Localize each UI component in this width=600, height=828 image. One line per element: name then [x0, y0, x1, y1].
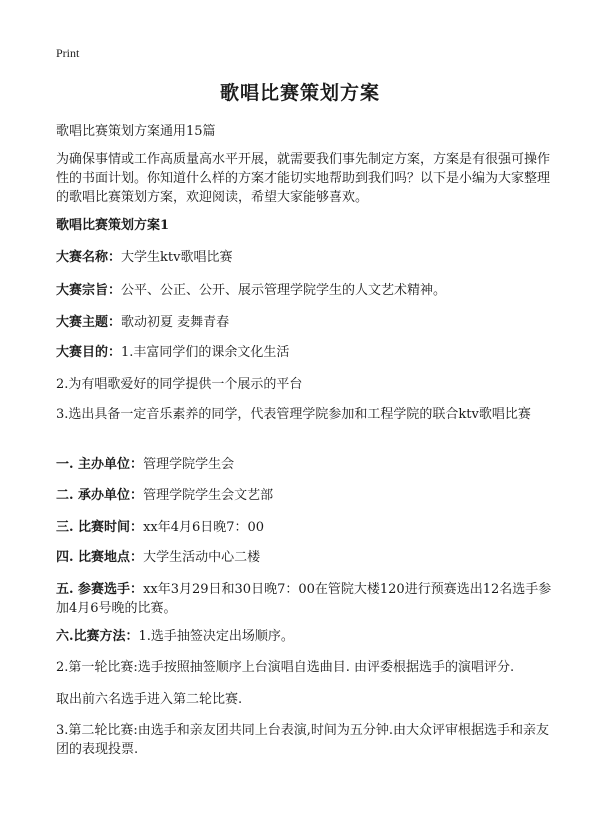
section-text: xx年4月6日晚7：00 — [143, 520, 265, 535]
item-label: 大赛名称： — [56, 250, 122, 265]
method-item-2: 2.第一轮比赛:选手按照抽签顺序上台演唱自选曲目. 由评委根据选手的演唱评分. — [56, 660, 515, 675]
section1-heading: 歌唱比赛策划方案1 — [56, 218, 170, 233]
goal-item-2: 2.为有唱歌爱好的同学提供一个展示的平台 — [56, 377, 303, 392]
document-title: 歌唱比赛策划方案 — [219, 82, 380, 104]
item-label: 大赛主题： — [56, 315, 122, 330]
item-text: 大学生ktv歌唱比赛 — [121, 250, 233, 265]
intro-paragraph: 为确保事情或工作高质量高水平开展，就需要我们事先制定方案，方案是有很强可操作性的书面计划。你知道什么样的方案才能切实地帮助到我们吗？以下是小编为大家整理的歌唱比赛策划方案，欢迎阅读，希望大家能够喜欢。 — [56, 152, 551, 205]
item-text: 公平、公正、公开、展示管理学院学生的人文艺术精神。 — [121, 283, 447, 298]
section-label: 三. 比赛时间： — [56, 520, 144, 535]
method-item-3: 3.第二轮比赛:由选手和亲友团共同上台表演,时间为五分钟.由大众评审根据选手和亲友团的表现投票. — [56, 723, 550, 757]
section-text: 1.选手抽签决定出场顺序。 — [138, 629, 294, 644]
item-label: 大赛宗旨： — [56, 283, 122, 298]
section-contestants — [56, 580, 556, 618]
section-label: 四. 比赛地点： — [56, 550, 144, 565]
section-text: xx年3月29日和30日晚7：00在管院大楼120进行预赛选出12名选手参加4月6号晚的比赛。 — [56, 582, 552, 616]
section-label: 六.比赛方法： — [56, 629, 139, 644]
section-label: 五. 参赛选手： — [56, 582, 144, 597]
section-label: 二. 承办单位： — [56, 488, 144, 503]
print-label: Print — [56, 46, 80, 60]
document-subtitle: 歌唱比赛策划方案通用15篇 — [56, 124, 216, 139]
section-label: 一. 主办单位： — [56, 457, 144, 472]
item-contest-purpose — [56, 281, 556, 300]
section-text: 大学生活动中心二楼 — [143, 550, 261, 565]
section-text: 管理学院学生会文艺部 — [143, 488, 274, 503]
section-location — [56, 548, 556, 567]
goal-item-3: 3.选出具备一定音乐素养的同学，代表管理学院参加和工程学院的联合ktv歌唱比赛 — [56, 407, 531, 422]
item-text: 歌动初夏 麦舞青春 — [121, 315, 230, 330]
item-contest-theme — [56, 313, 556, 332]
section-organizer — [56, 455, 556, 474]
section-text: 管理学院学生会 — [143, 457, 235, 472]
item-text: 1.丰富同学们的课余文化生活 — [121, 345, 290, 360]
item-label: 大赛目的： — [56, 345, 122, 360]
item-contest-name — [56, 248, 556, 267]
item-contest-goal — [56, 343, 556, 362]
section-time — [56, 518, 556, 537]
section-method — [56, 627, 556, 646]
method-item-2b: 取出前六名选手进入第二轮比赛. — [56, 692, 243, 707]
section-host — [56, 486, 556, 505]
